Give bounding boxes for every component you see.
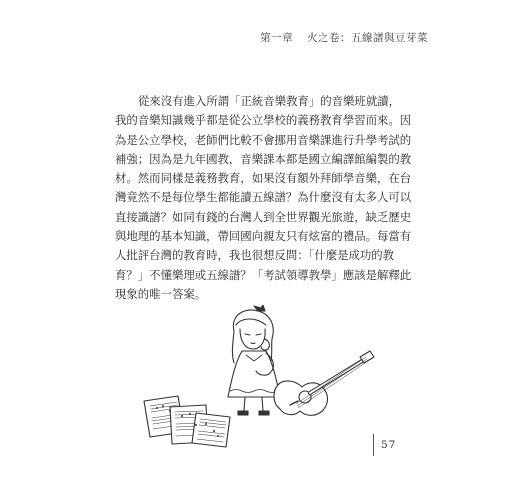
page-number: 57 [381, 439, 397, 451]
body-paragraph [115, 92, 415, 304]
paragraph-line: 材。然而同樣是義務教育，如果沒有額外拜師學音樂，在台 [115, 171, 412, 186]
sheet-music-pages [144, 396, 230, 447]
paragraph-line: 現象的唯一答案。 [115, 286, 207, 301]
paragraph-line: 育？」不懂樂理或五線譜？「考試領導教學」應該是解釋此 [115, 267, 412, 282]
paragraph-line: 為是公立學校，老師們比較不會挪用音樂課進行升學考試的 [115, 132, 412, 147]
paragraph-line: 直接識譜？如同有錢的台灣人到全世界觀光旅遊，缺乏歷史 [115, 209, 412, 224]
girl-figure [228, 305, 280, 415]
paragraph-line: 與地理的基本知識，帶回國向親友只有炫富的禮品。每當有 [115, 229, 412, 244]
paragraph-line: 從來沒有進入所謂「正統音樂教育」的音樂班就讀， [138, 94, 400, 108]
folio-rule [373, 434, 374, 456]
chapter-label: 第一章 [260, 32, 294, 44]
guitar-illustration [274, 351, 374, 415]
girl-with-guitar-illustration [130, 305, 380, 455]
paragraph-line: 補強；因為是九年國教，音樂課本都是國立編譯館編製的教 [115, 151, 412, 166]
paragraph-line: 我的音樂知識幾乎都是從公立學校的義務教育學習而來。因 [115, 113, 412, 128]
paragraph-line: 灣竟然不是每位學生都能讀五線譜？為什麼沒有太多人可以 [115, 190, 412, 205]
paragraph-line: 人批評台灣的教育時，我也很想反問：「什麼是成功的教 [115, 248, 395, 263]
chapter-title: 火之卷：五線譜與豆芽菜 [307, 32, 428, 44]
running-header [260, 30, 428, 45]
